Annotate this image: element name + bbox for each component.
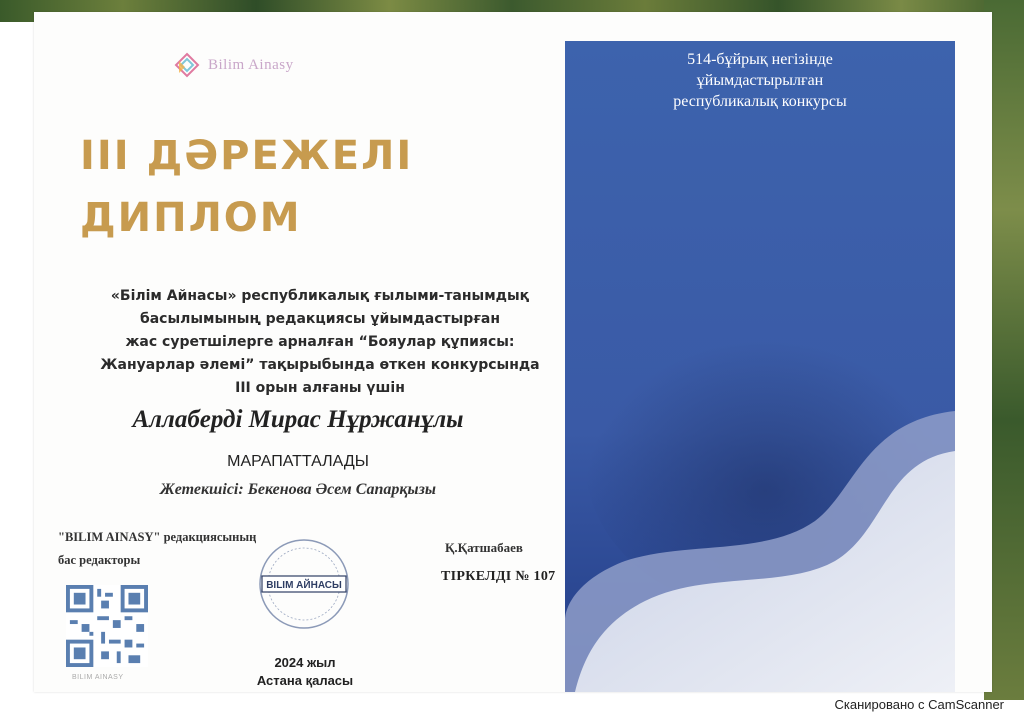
panel-line: 514-бұйрық негізінде xyxy=(687,51,833,68)
scanner-watermark: Сканировано с CamScanner xyxy=(834,697,1004,712)
award-description xyxy=(60,285,580,400)
registration-number: ТІРКЕЛДІ № 107 xyxy=(441,569,556,584)
decorative-blue-panel xyxy=(565,41,955,692)
award-word: МАРАПАТТАЛАДЫ xyxy=(227,453,369,470)
issue-city: Астана қаласы xyxy=(256,673,354,688)
issue-date-place xyxy=(250,654,360,690)
recipient-name: Аллаберді Мирас Нұржанұлы xyxy=(132,406,464,433)
mentor-name: Жетекшісі: Бекенова Әсем Сапарқызы xyxy=(160,481,436,498)
description-line: басылымының редакциясы ұйымдастырған xyxy=(139,311,501,327)
description-line: жас суретшілерге арналған “Бояулар құпиясы: xyxy=(125,334,515,350)
diploma-degree-title: III ДӘРЕЖЕЛІ xyxy=(80,133,414,179)
qr-code-icon[interactable] xyxy=(66,585,148,667)
editor-line: "BILIM AINASY" редакциясының xyxy=(58,530,257,544)
signer-name: Қ.Қатшабаев xyxy=(445,540,523,555)
contest-basis-text xyxy=(565,49,955,112)
description-line: «Білім Айнасы» республикалық ғылыми-танымдық xyxy=(110,288,530,304)
logo-text: Bilim Ainasy xyxy=(208,56,294,73)
panel-line: ұйымдастырылған xyxy=(696,72,824,89)
publisher-logo xyxy=(174,52,294,78)
diploma-title: ДИПЛОМ xyxy=(80,195,302,241)
diamond-logo-icon xyxy=(174,52,200,78)
editor-line: бас редакторы xyxy=(58,553,141,567)
chief-editor-label xyxy=(58,526,256,572)
description-line: ІІІ орын алғаны үшін xyxy=(235,380,405,396)
description-line: Жануарлар әлемі” тақырыбында өткен конкурсында xyxy=(100,357,540,373)
blue-panel-art xyxy=(565,41,955,692)
publisher-stamp xyxy=(258,538,350,630)
qr-caption: BILIM AINASY xyxy=(72,674,124,681)
stamp-text: BILIM АЙНАСЫ xyxy=(266,580,342,591)
issue-year: 2024 жыл xyxy=(274,655,336,670)
panel-line: республикалық конкурсы xyxy=(673,93,847,110)
